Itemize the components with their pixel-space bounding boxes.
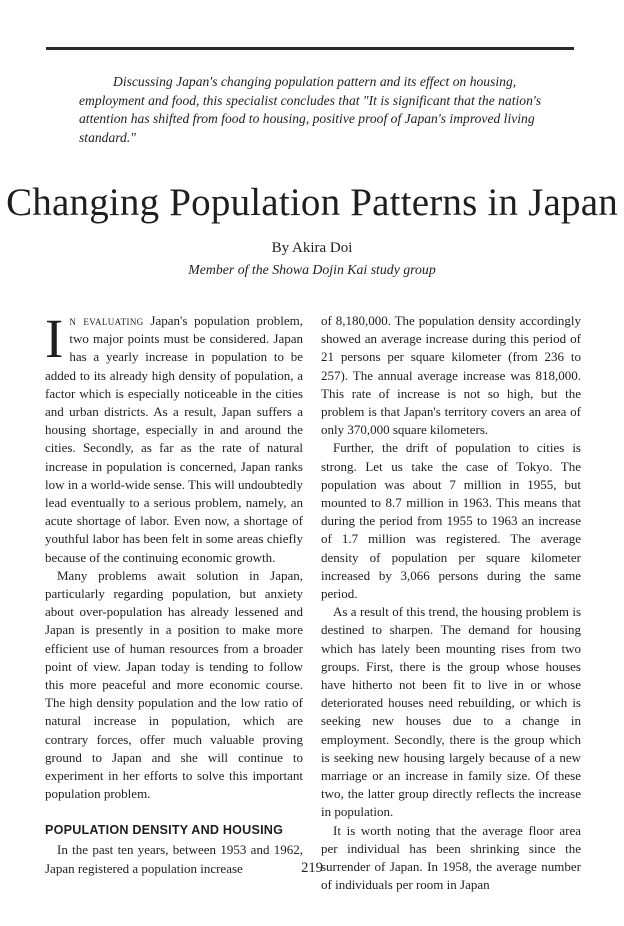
paragraph-text: Japan's population problem, two major points must be considered. Japan has a yearly increase in population to be added to its already high density of population, a factor which is especially noticeable in the cities and urban districts. As a result, Japan suffers a housing shortage, especially in and around the cities. Secondly, as far as the rate of natural increase in population is concerned, Japan ranks low in a world-wide sense. This will undoubtedly lead eventually to a serious problem, namely, an acute shortage of labor. Even now, a shortage of youthful labor has been felt in some areas chiefly because of the continuing economic growth. <box>45 313 303 565</box>
page-number: 219 <box>301 860 323 876</box>
paragraph: of 8,180,000. The population density accordingly showed an average increase during this period of 21 persons per square kilometer (from 236 to 257). The annual average increase was 818,000. This rate of increase is not so high, but the problem is that Japan's territory covers an area of only 370,000 square kilometers. <box>321 313 581 438</box>
top-rule <box>46 47 574 50</box>
paragraph: As a result of this trend, the housing problem is destined to sharpen. The demand for housing which has lately been mounting rises from two groups. First, there is the group whose houses have hitherto not been fit to live in or whose deteriorated houses need rebuilding, or which is seeking new houses due to a change in employment. Secondly, there is the group which is seeking new housing largely because of a new marriage or an increase in family size. Of these two, the latter group directly reflects the increase in population. <box>321 604 581 820</box>
byline: By Akira Doi <box>271 240 353 256</box>
paragraph <box>45 308 303 567</box>
paragraph: Further, the drift of population to cities is strong. Let us take the case of Tokyo. The population was about 7 million in 1955, but mounted to 8.7 million in 1963. This means that during the period from 1955 to 1963 an increase of 1.7 million was registered. The average density of population per square kilometer increased by 3,066 persons during the same period. <box>321 440 581 602</box>
paragraph: Many problems await solution in Japan, particularly regarding population, but anxiety about over-population has already lessened and Japan is presently in a position to make more efficient use of human resources from a broader point of view. Japan today is tending to follow this more peaceful and more economic course. The high density population and the low ratio of natural increase in population, which are contrary forces, offer much valuable proving ground to Japan and she will continue to experiment in her efforts to solve this important population problem. <box>45 567 303 802</box>
abstract <box>79 73 557 147</box>
lead-in-smallcaps: n evaluating <box>69 313 144 328</box>
right-column <box>321 312 581 895</box>
drop-cap: I <box>45 308 64 369</box>
abstract-text: Discussing Japan's changing population pattern and its effect on housing, employment and food, this specialist concludes that "It is significant that the nation's attention has shifted from food to housing, positive proof of Japan's improved living standard." <box>79 74 542 145</box>
section-heading: POPULATION DENSITY AND HOUSING <box>45 823 284 838</box>
author-affiliation: Member of the Showa Dojin Kai study group <box>188 262 436 277</box>
paragraph: In the past ten years, between 1953 and 1962, Japan registered a population increase <box>45 842 303 876</box>
article-title: Changing Population Patterns in Japan <box>6 181 618 224</box>
paragraph: It is worth noting that the average floor area per individual has been shrinking since the surrender of Japan. In 1958, the average number of individuals per room in Japan <box>321 822 581 893</box>
left-column <box>45 308 303 878</box>
